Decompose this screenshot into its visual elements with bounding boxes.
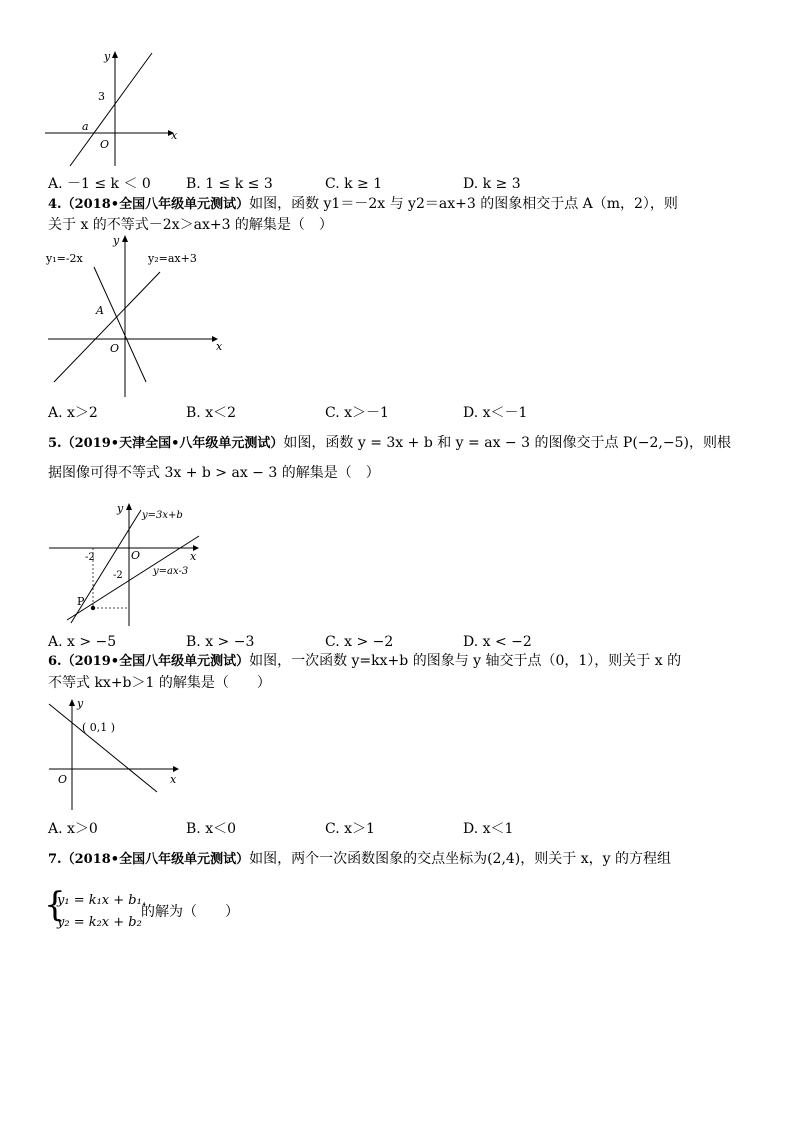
q5-number: 5. (48, 436, 62, 451)
system-brace: { (44, 885, 66, 925)
y-label: y (77, 697, 84, 710)
a-label: a (82, 120, 89, 133)
y-tick-label: 3 (98, 90, 105, 103)
q7-number: 7. (48, 852, 62, 867)
q6-text1: 如图，一次函数 y=kx+b 的图象与 y 轴交于点（0，1），则关于 x 的 (249, 653, 682, 669)
q5-option-a[interactable]: A. x > −5 (48, 634, 117, 650)
q5-text1: 如图，函数 y = 3x + b 和 y = ax − 3 的图像交于点 P(−2,−5)，则根 (283, 435, 731, 451)
q5-source: （2019•天津全国•八年级单元测试） (61, 436, 284, 451)
line-y1-label: y₁=-2x (46, 252, 83, 265)
q4-option-c[interactable]: C. x＞－1 (325, 405, 389, 421)
q6-line2: 不等式 kx+b＞1 的解集是（ ） (48, 675, 271, 691)
q4-number: 4. (48, 197, 62, 212)
line-ax-3-label: y=ax-3 (153, 566, 189, 577)
y-axis-arrow (122, 235, 128, 242)
x-label: x (216, 340, 223, 353)
q6-option-b[interactable]: B. x＜0 (186, 821, 236, 837)
line-y2-label: y₂=ax+3 (148, 252, 197, 265)
origin-label: O (58, 773, 68, 786)
q7-text1: 如图，两个一次函数图象的交点坐标为(2,4)，则关于 x，y 的方程组 (249, 851, 671, 867)
q3-option-b[interactable]: B. 1 ≤ k ≤ 3 (186, 176, 273, 192)
q5-line2: 据图像可得不等式 3x + b > ax − 3 的解集是（ ） (48, 465, 380, 481)
q7-line1 (48, 850, 671, 869)
x-axis-arrow (173, 766, 179, 772)
q6-line1 (48, 652, 681, 671)
q5-option-c[interactable]: C. x > −2 (325, 634, 394, 650)
q6-option-a[interactable]: A. x＞0 (48, 821, 98, 837)
q6-figure (45, 694, 195, 814)
q4-line1 (48, 195, 678, 214)
x-label: x (171, 129, 178, 142)
q6-number: 6. (48, 654, 62, 669)
line-y2 (54, 272, 160, 382)
q4-option-b[interactable]: B. x＜2 (186, 405, 236, 421)
y-axis-arrow (126, 503, 132, 510)
q4-figure (40, 232, 240, 402)
q4-option-d[interactable]: D. x＜－1 (463, 405, 528, 421)
x-label: x (170, 773, 177, 786)
q7-source: （2018•全国八年级单元测试） (61, 852, 250, 867)
q7-tail: 的解为（ ） (141, 904, 239, 920)
x-label: x (190, 550, 197, 563)
equation-1: y₁ = k₁x + b₁, (57, 893, 146, 908)
y-label: y (104, 50, 111, 63)
point-p (91, 606, 95, 610)
y-axis-arrow (69, 699, 75, 706)
q3-option-c[interactable]: C. k ≥ 1 (325, 176, 383, 192)
q3-figure (40, 48, 190, 173)
q4-line2: 关于 x 的不等式－2x＞ax+3 的解集是（ ） (48, 217, 333, 233)
y-tick-label: -2 (113, 570, 123, 581)
y-label: y (113, 234, 120, 247)
q3-option-a[interactable]: A. －1 ≤ k ＜ 0 (48, 176, 151, 192)
q5-figure (45, 498, 215, 628)
q6-option-c[interactable]: C. x＞1 (325, 821, 375, 837)
point-p-label: P (77, 595, 85, 608)
line-y1 (94, 267, 146, 382)
x-tick-label: -2 (85, 552, 95, 563)
q5-option-b[interactable]: B. x > −3 (186, 634, 255, 650)
q3-option-d[interactable]: D. k ≥ 3 (463, 176, 521, 192)
q6-source: （2019•全国八年级单元测试） (61, 654, 250, 669)
origin-label: O (110, 342, 120, 355)
origin-label: O (100, 138, 110, 151)
y-axis-arrow (112, 51, 118, 58)
q5-line1 (48, 434, 731, 453)
point-label: ( 0,1 ) (82, 721, 116, 734)
q5-option-d[interactable]: D. x < −2 (463, 634, 532, 650)
q4-option-a[interactable]: A. x＞2 (48, 405, 98, 421)
q4-text1: 如图，函数 y1＝－2x 与 y2＝ax+3 的图象相交于点 A（m，2），则 (249, 196, 678, 212)
origin-label: O (131, 549, 141, 562)
equation-2: y₂ = k₂x + b₂ (57, 915, 142, 930)
line-3x-b-label: y=3x+b (142, 510, 183, 521)
graph-line (70, 53, 152, 166)
y-label: y (117, 502, 124, 515)
point-a-label: A (96, 304, 104, 317)
q6-option-d[interactable]: D. x＜1 (463, 821, 514, 837)
q4-source: （2018•全国八年级单元测试） (61, 197, 250, 212)
